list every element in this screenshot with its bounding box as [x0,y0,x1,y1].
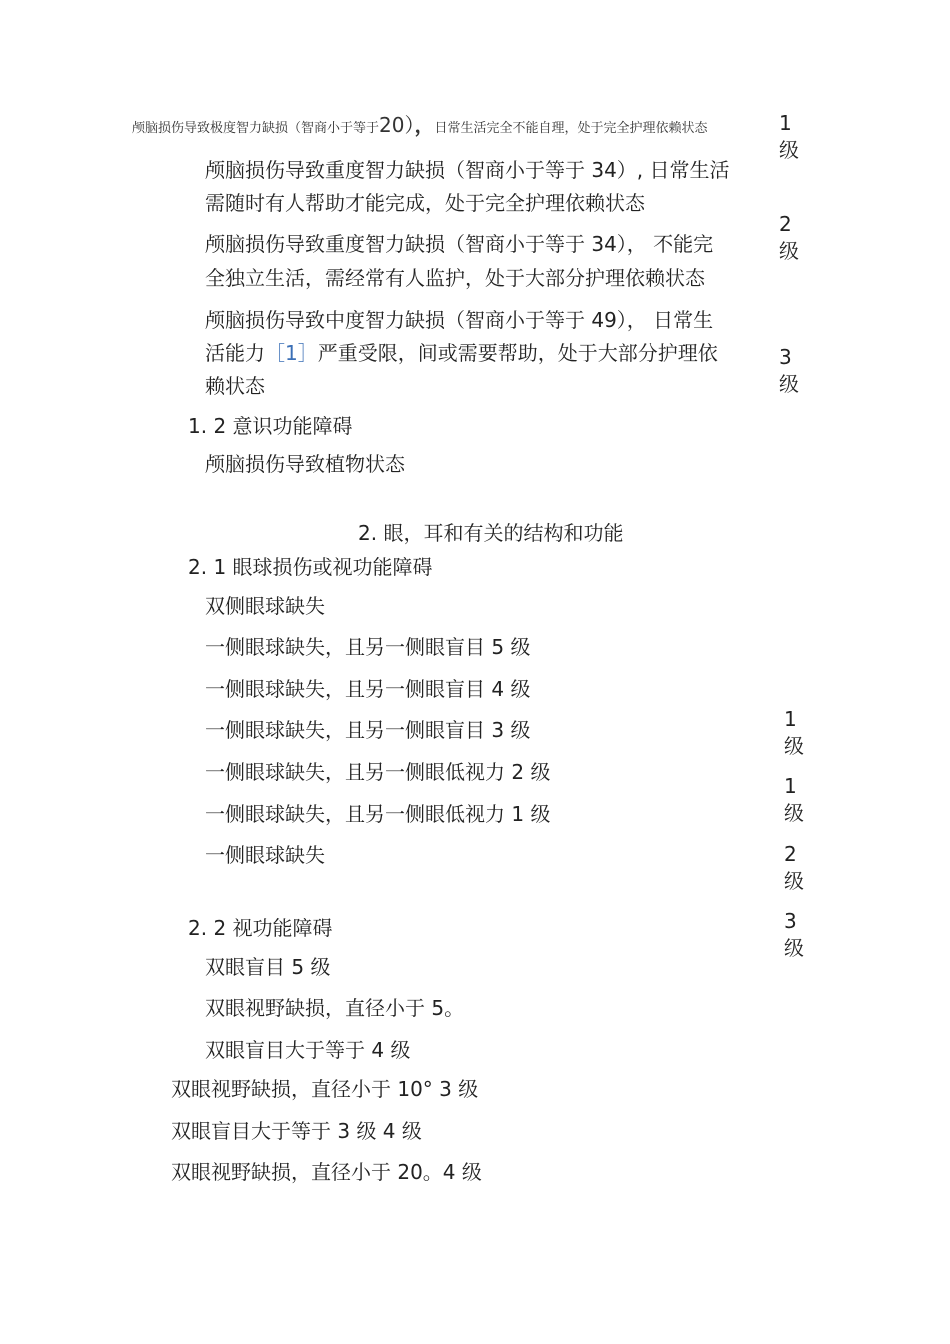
grade-unit: 级 [784,801,804,825]
grade-num: 3 [784,909,797,933]
grade-3-unit: 级 [779,372,799,396]
item1-close-paren: ） [404,113,415,137]
item4-line2 [205,340,718,366]
grade-2-1-a [784,706,824,760]
section-2-heading: 2. 眼，耳和有关的结构和功能 [358,521,624,545]
list-item: 双眼盲目 5 级 [205,955,331,979]
item1-text-a: 颅脑损伤导致极度智力缺损（智商小于等于 [132,121,380,136]
item2-line2: 需随时有人帮助才能完成，处于完全护理依赖状态 [205,191,645,215]
list-item: 一侧眼球缺失，且另一侧眼低视力 1 级 [205,802,551,826]
item-extreme-intellect [132,112,707,142]
grade-2-1-d [784,908,824,962]
item1-comma: ， [414,113,435,137]
grade-2-num: 2 [779,212,792,236]
item1-iq-number: 20 [379,113,405,137]
subheading-1-2: 1. 2 意识功能障碍 [188,414,353,438]
grade-1-unit: 级 [779,138,799,162]
grade-unit: 级 [784,869,804,893]
grade-2-1-c [784,841,824,895]
list-item: 一侧眼球缺失，且另一侧眼低视力 2 级 [205,760,551,784]
item2-line1: 颅脑损伤导致重度智力缺损（智商小于等于 34）, 日常生活 [205,158,730,182]
grade-2-unit: 级 [779,239,799,263]
subheading-2-1: 2. 1 眼球损伤或视功能障碍 [188,555,433,579]
list-item: 一侧眼球缺失，且另一侧眼盲目 3 级 [205,718,531,742]
grade-num: 1 [784,707,797,731]
item4-line1: 颅脑损伤导致中度智力缺损（智商小于等于 49）， 日常生 [205,308,714,332]
grade-num: 1 [784,774,797,798]
item4-line2-b: 严重受限，间或需要帮助，处于大部分护理依 [317,341,718,365]
list-item: 双眼视野缺损，直径小于 5。 [205,996,465,1020]
footnote-reference[interactable]: ［1］ [265,341,318,365]
subheading-2-2: 2. 2 视功能障碍 [188,916,333,940]
item4-line2-a: 活能力 [205,341,265,365]
list-item: 双侧眼球缺失 [205,594,325,618]
grade-3 [779,344,819,398]
grade-unit: 级 [784,936,804,960]
list-item: 双眼盲目大于等于 4 级 [205,1038,411,1062]
list-item: 一侧眼球缺失 [205,843,325,867]
list-item: 一侧眼球缺失，且另一侧眼盲目 4 级 [205,677,531,701]
item1-text-b: 日常生活完全不能自理，处于完全护理依赖状态 [434,121,708,136]
item3-line1: 颅脑损伤导致重度智力缺损（智商小于等于 34）， 不能完 [205,232,714,256]
grade-2 [779,211,819,265]
list-item: 一侧眼球缺失，且另一侧眼盲目 5 级 [205,635,531,659]
list-item: 双眼视野缺损，直径小于 10° 3 级 [171,1077,479,1101]
grade-1-num: 1 [779,111,792,135]
list-item: 双眼盲目大于等于 3 级 4 级 [171,1119,422,1143]
list-item: 双眼视野缺损，直径小于 20。4 级 [171,1160,482,1184]
item4-line3: 赖状态 [205,374,265,398]
grade-2-1-b [784,773,824,827]
grade-unit: 级 [784,734,804,758]
item3-line2: 全独立生活，需经常有人监护，处于大部分护理依赖状态 [205,266,705,290]
grade-1 [779,110,819,164]
item5-vegetative: 颅脑损伤导致植物状态 [205,452,405,476]
grade-3-num: 3 [779,345,792,369]
grade-num: 2 [784,842,797,866]
